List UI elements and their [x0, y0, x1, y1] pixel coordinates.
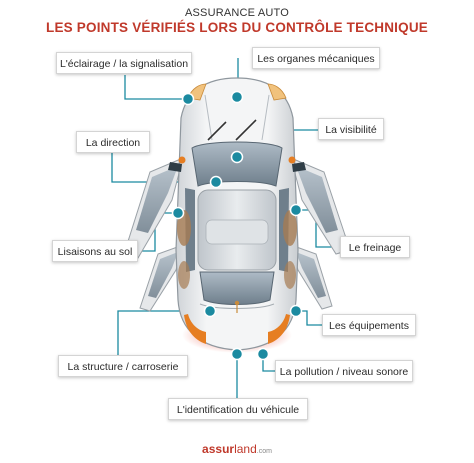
label-organes: Les organes mécaniques: [252, 47, 380, 69]
label-structure: La structure / carroserie: [58, 355, 188, 377]
marker-equipements: [291, 306, 302, 317]
label-identification: L'identification du véhicule: [168, 398, 308, 420]
marker-liaisons: [173, 208, 184, 219]
label-liaisons: Lisaisons au sol: [52, 240, 138, 262]
brand-name-bold: assur: [202, 442, 235, 456]
marker-identification: [232, 349, 243, 360]
label-eclairage: L'éclairage / la signalisation: [56, 52, 192, 74]
header-subtitle: ASSURANCE AUTO: [184, 7, 290, 19]
marker-organes: [232, 92, 243, 103]
marker-structure: [205, 306, 216, 317]
brand-name-rest: land: [234, 442, 257, 456]
marker-direction: [211, 177, 222, 188]
rear-window: [200, 272, 274, 305]
page-title: LES POINTS VÉRIFIÉS LORS DU CONTRÔLE TECHNIQUE: [46, 20, 428, 35]
label-direction: La direction: [76, 131, 150, 153]
marker-freinage: [291, 205, 302, 216]
label-visibilite: La visibilité: [318, 118, 384, 140]
marker-pollution: [258, 349, 269, 360]
brand-logo: [0, 442, 474, 456]
sunroof: [206, 220, 268, 244]
label-pollution: La pollution / niveau sonore: [275, 360, 413, 382]
brand-suffix: .com: [256, 448, 272, 455]
marker-eclairage: [183, 94, 194, 105]
windshield: [192, 142, 282, 186]
connector-eclairage: [125, 75, 188, 99]
label-freinage: Le freinage: [340, 236, 410, 258]
label-equipements: Les équipements: [322, 314, 416, 336]
marker-visibilite: [232, 152, 243, 163]
